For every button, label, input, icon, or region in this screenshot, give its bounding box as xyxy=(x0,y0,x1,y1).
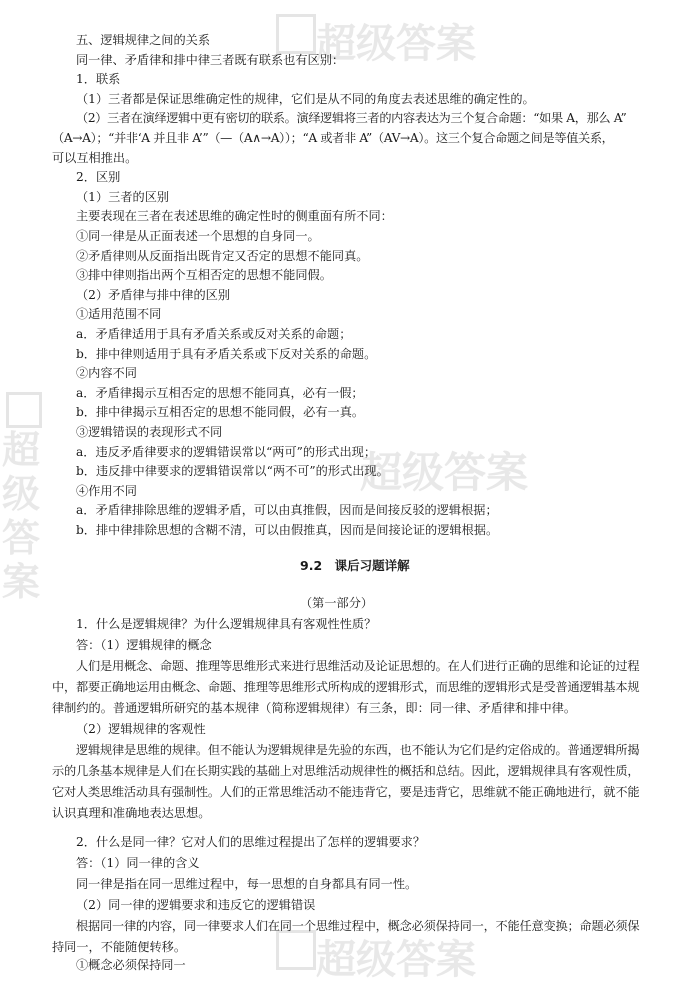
text-line: a．矛盾律适用于具有矛盾关系或反对关系的命题； xyxy=(76,327,352,341)
text-line: 1．什么是逻辑规律？为什么逻辑规律具有客观性性质？ xyxy=(76,617,377,631)
watermark-bottom: 超级答案 xyxy=(316,937,476,983)
text-line: 持同一，不能随便转移。 xyxy=(52,940,187,954)
text-line: 示的几条基本规律是人们在长期实践的基础上对思维活动规律性的概括和总结。因此，逻辑规律具有客观性质， xyxy=(52,764,640,778)
text-line: b．违反排中律要求的逻辑错误常以“两不可”的形式出现。 xyxy=(76,464,389,479)
text-line: ②矛盾律则从反面指出既肯定又否定的思想不能同真。 xyxy=(76,248,369,263)
text-line: ①同一律是从正面表述一个思想的自身同一。 xyxy=(76,229,320,243)
text-line: 2．什么是同一律？它对人们的思维过程提出了怎样的逻辑要求？ xyxy=(76,835,426,849)
text-line: 它对人类思维活动具有强制性。人们的正常思维活动不能违背它，要是违背它，思维就不能正确地进行，就不能 xyxy=(52,785,640,799)
text-line: ②内容不同 xyxy=(76,366,137,381)
text-line: 逻辑规律是思维的规律。但不能认为逻辑规律是先验的东西，也不能认为它们是约定俗成的。普通逻辑所揭 xyxy=(76,743,640,757)
watermark-top: 超级答案 xyxy=(316,21,476,67)
text-line: ①概念必须保持同一 xyxy=(76,958,186,972)
text-line: ④作用不同 xyxy=(76,483,137,498)
text-line: a．违反矛盾律要求的逻辑错误常以“两可”的形式出现； xyxy=(76,444,377,459)
text-line: 1．联系 xyxy=(76,72,121,87)
section-heading: 9.2 课后习题详解 xyxy=(300,558,410,573)
text-line: （2）矛盾律与排中律的区别 xyxy=(76,287,231,302)
text-line: b．排中律则适用于具有矛盾关系或下反对关系的命题。 xyxy=(76,346,377,361)
text-line: a．矛盾律排除思维的逻辑矛盾，可以由真推假，因而是间接反驳的逻辑根据； xyxy=(76,503,498,518)
text-line: 同一律是指在同一思维过程中，每一思想的自身都具有同一性。 xyxy=(76,877,418,891)
text-line: b．排中律揭示互相否定的思想不能同假，必有一真。 xyxy=(76,405,365,420)
text-line: （A→A）；“并非‘A 并且非 A’”（—（A∧→A））；“A 或者非 A”（AV→A）。这三个复合命题之间是等值关系， xyxy=(52,131,614,145)
text-line: ③排中律则指出两个互相否定的思想不能同假。 xyxy=(76,268,332,283)
watermark-side: 超级答案 xyxy=(2,428,41,604)
text-line: b．排中律排除思想的含糊不清，可以由假推真，因而是间接论证的逻辑根据。 xyxy=(76,523,499,537)
section-title: 五、逻辑规律之间的关系 xyxy=(76,33,211,47)
text-line: 律制约的。普通逻辑所研究的基本规律（简称逻辑规律）有三条，即：同一律、矛盾律和排中律。 xyxy=(52,701,577,715)
text-line: （2）逻辑规律的客观性 xyxy=(76,722,206,736)
text-line: 答：（1）同一律的含义 xyxy=(76,856,200,870)
text-line: （1）三者都是保证思维确定性的规律，它们是从不同的角度去表述思维的确定性的。 xyxy=(76,91,535,106)
text-line: （第一部分） xyxy=(300,596,374,610)
watermark-middle: 超级答案 xyxy=(360,448,529,497)
text-line: 认识真理和准确地表达思想。 xyxy=(52,806,211,820)
text-line: （2）同一律的逻辑要求和违反它的逻辑错误 xyxy=(76,898,316,912)
text-line: 人们是用概念、命题、推理等思维形式来进行思维活动及论证思想的。在人们进行正确的思维和论证的过程 xyxy=(76,659,640,673)
text-line: 根据同一律的内容，同一律要求人们在同一个思维过程中，概念必须保持同一，不能任意变换；命题必须保 xyxy=(76,919,640,933)
text-line: 答：（1）逻辑规律的概念 xyxy=(76,638,212,652)
text-line: a．矛盾律揭示互相否定的思想不能同真，必有一假； xyxy=(76,385,364,400)
text-line: 可以互相推出。 xyxy=(52,150,138,165)
text-line: ③逻辑错误的表现形式不同 xyxy=(76,425,223,439)
text-line: （2）三者在演绎逻辑中更有密切的联系。演绎逻辑将三者的内容表达为三个复合命题：“如果 A，那么 A” xyxy=(76,111,627,126)
text-line: 同一律、矛盾律和排中律三者既有联系也有区别： xyxy=(76,52,345,67)
text-line: ①适用范围不同 xyxy=(76,307,162,322)
text-line: 主要表现在三者在表述思维的确定性时的侧重面有所不同： xyxy=(76,209,393,224)
text-line: 中，都要正确地运用由概念、命题、推理等思维形式所构成的逻辑形式，而思维的逻辑形式是受普通逻辑基本规 xyxy=(52,680,640,694)
text-line: （1）三者的区别 xyxy=(76,189,170,204)
text-line: 2．区别 xyxy=(76,170,121,185)
